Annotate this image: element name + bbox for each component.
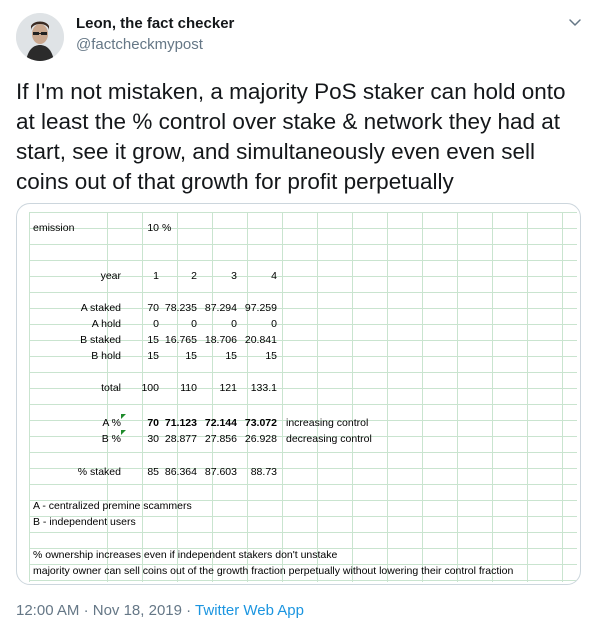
table-cell: 15	[225, 350, 237, 362]
separator: ·	[186, 602, 192, 619]
table-cell: 87.294	[204, 302, 237, 314]
year-cell: 1	[153, 270, 159, 282]
row-label: B %	[101, 433, 121, 445]
legend-a: A - centralized premine scammers	[33, 500, 192, 512]
avatar[interactable]	[16, 13, 64, 61]
legend-b: B - independent users	[33, 516, 136, 528]
table-cell: 100	[141, 382, 159, 394]
table-cell: 72.144	[204, 417, 237, 429]
table-cell: 15	[147, 350, 159, 362]
year-cell: 4	[271, 270, 277, 282]
table-cell: 27.856	[204, 433, 237, 445]
emission-value: 10	[147, 222, 159, 234]
emission-unit: %	[162, 222, 172, 234]
table-cell: 30	[147, 433, 159, 445]
table-cell: 70	[147, 302, 159, 314]
row-note: decreasing control	[286, 433, 372, 445]
note-line: % ownership increases even if independent stakers don't unstake	[33, 549, 338, 561]
tweet-date[interactable]: Nov 18, 2019	[92, 602, 182, 619]
table-cell: 15	[147, 334, 159, 346]
total-label: total	[101, 382, 121, 394]
table-cell: 20.841	[244, 334, 277, 346]
table-cell: 15	[185, 350, 197, 362]
spreadsheet	[29, 212, 577, 582]
table-cell: 86.364	[164, 466, 197, 478]
table-cell: 121	[219, 382, 237, 394]
year-cell: 2	[191, 270, 197, 282]
table-cell: 0	[153, 318, 159, 330]
table-cell: 0	[191, 318, 197, 330]
row-label: B hold	[91, 350, 121, 362]
tweet-metadata	[16, 602, 304, 619]
table-cell: 87.603	[204, 466, 237, 478]
table-cell: 28.877	[164, 433, 197, 445]
table-cell: 70	[147, 417, 159, 429]
table-cell: 16.765	[164, 334, 197, 346]
row-label: % staked	[77, 466, 121, 478]
table-cell: 97.259	[244, 302, 277, 314]
table-cell: 110	[180, 382, 197, 394]
chevron-down-icon[interactable]	[567, 14, 583, 30]
user-handle[interactable]: @factcheckmypost	[76, 36, 203, 53]
source-link[interactable]: Twitter Web App	[195, 602, 304, 619]
tweet-text: If I'm not mistaken, a majority PoS staker can hold onto at least the % control over stake & network they had at start, see it grow, and simultaneously even even sell coins out of that growth for profit perpetually	[16, 79, 566, 194]
cell-marker-icon	[121, 430, 126, 435]
cell-marker-icon	[121, 414, 126, 419]
emission-label: emission	[33, 222, 75, 234]
row-label: A staked	[80, 302, 121, 314]
display-name[interactable]: Leon, the fact checker	[76, 15, 235, 32]
table-cell: 78.235	[164, 302, 197, 314]
table-cell: 85	[147, 466, 159, 478]
table-cell: 0	[231, 318, 237, 330]
table-cell: 18.706	[204, 334, 237, 346]
row-label: A %	[102, 417, 121, 429]
year-label: year	[100, 270, 121, 282]
row-note: increasing control	[286, 417, 369, 429]
tweet-image[interactable]	[16, 203, 581, 585]
row-label: B staked	[80, 334, 121, 346]
table-cell: 88.73	[250, 466, 277, 478]
separator: ·	[83, 602, 89, 619]
table-cell: 15	[265, 350, 277, 362]
table-cell: 26.928	[244, 433, 277, 445]
table-cell: 0	[271, 318, 277, 330]
year-cell: 3	[231, 270, 237, 282]
table-cell: 71.123	[164, 417, 197, 429]
table-cell: 73.072	[244, 417, 277, 429]
note-line: majority owner can sell coins out of the growth fraction perpetually without lowering their control fraction	[33, 565, 514, 577]
user-avatar-icon	[16, 13, 64, 61]
table-cell: 133.1	[250, 382, 277, 394]
row-label: A hold	[91, 318, 121, 330]
tweet-time[interactable]: 12:00 AM	[16, 602, 80, 619]
